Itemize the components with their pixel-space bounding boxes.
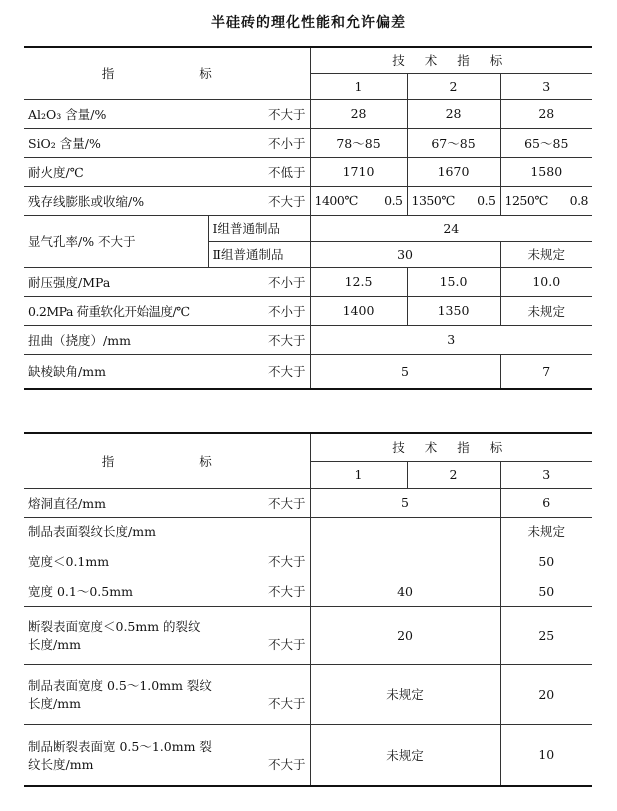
row-condition: 不大于 [208, 325, 310, 354]
cell: 65～85 [500, 128, 592, 157]
row-condition: 不低于 [208, 157, 310, 186]
cell: 78～85 [310, 128, 407, 157]
cell: 15.0 [407, 267, 500, 296]
cell: 50 [500, 545, 592, 577]
table-row [24, 354, 592, 389]
table-row [24, 325, 592, 354]
row-label-line2: 长度/mm [28, 637, 81, 652]
col-3-header: 3 [500, 73, 592, 99]
cell-temp: 1350℃ [411, 193, 455, 208]
cell-value: 0.5 [477, 193, 496, 208]
col-2-header: 2 [407, 461, 500, 488]
cell: 40 [310, 517, 500, 606]
cell: 1580 [500, 157, 592, 186]
row-label-line1: 制品断裂表面宽 0.5～1.0mm 裂 [28, 738, 212, 754]
table-row [24, 215, 592, 241]
table-row [24, 267, 592, 296]
cell: 30 [310, 241, 500, 267]
index-header: 指 标 [101, 453, 232, 469]
row-label: 耐压强度/MPa [24, 267, 208, 296]
row-label [24, 606, 310, 664]
row-label: 扭曲（挠度）/mm [24, 325, 208, 354]
row-sub-label: Ⅰ组普通制品 [208, 215, 310, 241]
cell [310, 186, 407, 215]
cell: 24 [310, 215, 592, 241]
tech-header: 技 术 指 标 [310, 47, 592, 73]
table-row [24, 724, 592, 786]
table-row [24, 157, 592, 186]
col-1-header: 1 [310, 73, 407, 99]
row-condition: 不大于 [268, 637, 306, 652]
row-label-line2: 纹长度/mm [28, 756, 94, 772]
row-label: 耐火度/℃ [24, 157, 208, 186]
row-condition: 不小于 [208, 267, 310, 296]
table-row [24, 99, 592, 128]
row-label: 0.2MPa 荷重软化开始温度/℃ [24, 296, 208, 325]
page-title: 半硅砖的理化性能和允许偏差 [211, 15, 406, 31]
table-row [24, 577, 592, 606]
row-label: 显气孔率/% 不大于 [24, 215, 208, 267]
row-condition: 不大于 [268, 696, 306, 711]
index-header: 指 标 [101, 66, 232, 82]
row-condition: 不小于 [208, 296, 310, 325]
cell: 3 [310, 325, 592, 354]
row-label: Al₂O₃ 含量/% [24, 99, 208, 128]
cell: 10.0 [500, 267, 592, 296]
table-row [24, 128, 592, 157]
cell: 未规定 [500, 296, 592, 325]
table-row [24, 517, 592, 545]
table-row [24, 488, 592, 517]
cell: 1400 [310, 296, 407, 325]
tolerance-table [24, 432, 592, 787]
cell: 未规定 [500, 241, 592, 267]
cell: 7 [500, 354, 592, 389]
row-label-line1: 断裂表面宽度＜0.5mm 的裂纹 [28, 619, 201, 634]
cell: 1350 [407, 296, 500, 325]
row-condition: 不大于 [268, 756, 306, 772]
cell [407, 186, 500, 215]
row-label-line2: 长度/mm [28, 696, 81, 711]
row-label: 熔洞直径/mm [24, 488, 208, 517]
col-3-header: 3 [500, 461, 592, 488]
row-condition: 不小于 [208, 128, 310, 157]
header-row [24, 433, 592, 461]
cell: 20 [310, 606, 500, 664]
cell: 5 [310, 354, 500, 389]
properties-table [24, 46, 592, 390]
cell: 1670 [407, 157, 500, 186]
cell: 50 [500, 577, 592, 606]
row-condition: 不大于 [268, 554, 306, 569]
cell-value: 0.5 [384, 193, 403, 208]
col-1-header: 1 [310, 461, 407, 488]
cell: 67～85 [407, 128, 500, 157]
table-row [24, 545, 592, 577]
cell: 1710 [310, 157, 407, 186]
cell: 28 [407, 99, 500, 128]
cell: 未规定 [500, 517, 592, 545]
row-label-line1: 制品表面宽度 0.5～1.0mm 裂纹 [28, 678, 212, 693]
row-label [24, 664, 310, 724]
cell: 6 [500, 488, 592, 517]
row-label: 残存线膨胀或收缩/% [24, 186, 208, 215]
table-row [24, 606, 592, 664]
tech-header: 技 术 指 标 [310, 433, 592, 461]
cell: 28 [500, 99, 592, 128]
row-condition: 不大于 [208, 99, 310, 128]
cell [500, 186, 592, 215]
cell-temp: 1250℃ [504, 193, 548, 208]
row-condition: 不大于 [208, 186, 310, 215]
cell: 25 [500, 606, 592, 664]
cell: 10 [500, 724, 592, 786]
row-label [24, 724, 310, 786]
row-label: 宽度 0.1～0.5mm [28, 584, 133, 600]
cell-value: 0.8 [569, 193, 589, 208]
cell: 未规定 [310, 724, 500, 786]
table-row [24, 296, 592, 325]
row-condition: 不大于 [268, 584, 306, 600]
table-row [24, 186, 592, 215]
cell: 12.5 [310, 267, 407, 296]
row-label: SiO₂ 含量/% [24, 128, 208, 157]
table-row [24, 664, 592, 724]
cell: 20 [500, 664, 592, 724]
cell-temp: 1400℃ [314, 193, 358, 208]
row-condition: 不大于 [208, 354, 310, 389]
cell: 5 [310, 488, 500, 517]
row-sub-label: Ⅱ组普通制品 [208, 241, 310, 267]
cell: 未规定 [310, 664, 500, 724]
row-label: 制品表面裂纹长度/mm [24, 517, 208, 545]
col-2-header: 2 [407, 73, 500, 99]
row-label: 宽度＜0.1mm [28, 554, 110, 569]
header-row [24, 47, 592, 73]
cell: 28 [310, 99, 407, 128]
row-condition: 不大于 [208, 488, 310, 517]
row-condition [208, 517, 310, 545]
row-label: 缺棱缺角/mm [24, 354, 208, 389]
